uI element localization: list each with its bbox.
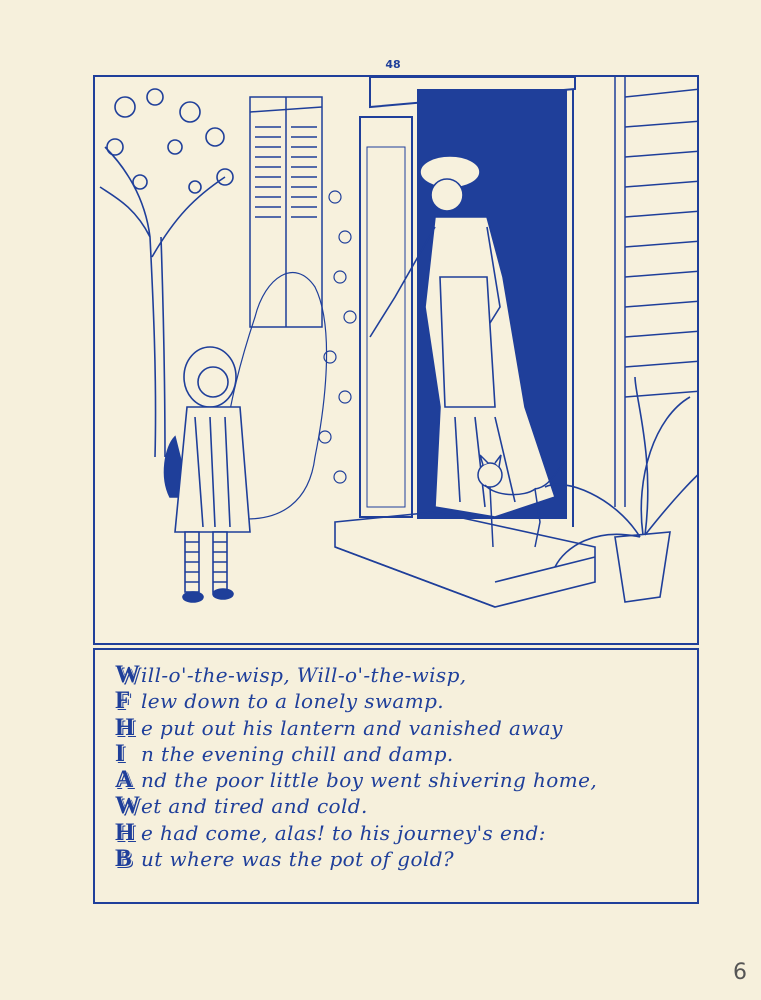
drop-cap: H xyxy=(115,713,135,741)
verse-line-6 xyxy=(115,793,597,819)
drop-cap: F xyxy=(115,687,131,715)
window-shutter-icon xyxy=(250,97,322,327)
verse-line-4 xyxy=(115,741,597,767)
child-figure-icon xyxy=(165,347,250,602)
verse-lines xyxy=(115,662,597,872)
page-number: 48 xyxy=(385,58,401,71)
drop-cap: W xyxy=(115,661,141,688)
verse-line-8 xyxy=(115,846,597,872)
illustration xyxy=(93,75,699,645)
drop-cap: H xyxy=(115,818,135,846)
verse-text: et and tired and cold. xyxy=(141,794,368,819)
verse-text: ut where was the pot of gold? xyxy=(141,847,455,872)
drop-cap: I xyxy=(115,739,126,767)
verse-text: e put out his lantern and vanished away xyxy=(141,715,563,740)
verse-line-1 xyxy=(115,662,597,688)
drop-cap: B xyxy=(115,845,133,873)
illustration-drawing xyxy=(95,77,699,645)
drop-cap: A xyxy=(115,766,134,794)
verse-line-7 xyxy=(115,820,597,846)
potted-plant-icon xyxy=(545,377,699,602)
verse-line-5 xyxy=(115,767,597,793)
verse-line-3 xyxy=(115,715,597,741)
verse-text: n the evening chill and damp. xyxy=(141,741,454,766)
house-siding-icon xyxy=(615,77,699,507)
drop-cap: W xyxy=(115,792,141,820)
verse-text: ill-o'-the-wisp, Will-o'-the-wisp, xyxy=(141,663,467,687)
corner-mark: 6 xyxy=(733,960,747,985)
verse-box xyxy=(93,648,699,904)
verse-text: lew down to a lonely swamp. xyxy=(141,689,445,714)
doorstep-icon xyxy=(335,512,595,607)
verse-line-2 xyxy=(115,688,597,714)
verse-text: nd the poor little boy went shivering home, xyxy=(141,768,598,793)
verse-text: e had come, alas! to his journey's end: xyxy=(141,820,546,845)
